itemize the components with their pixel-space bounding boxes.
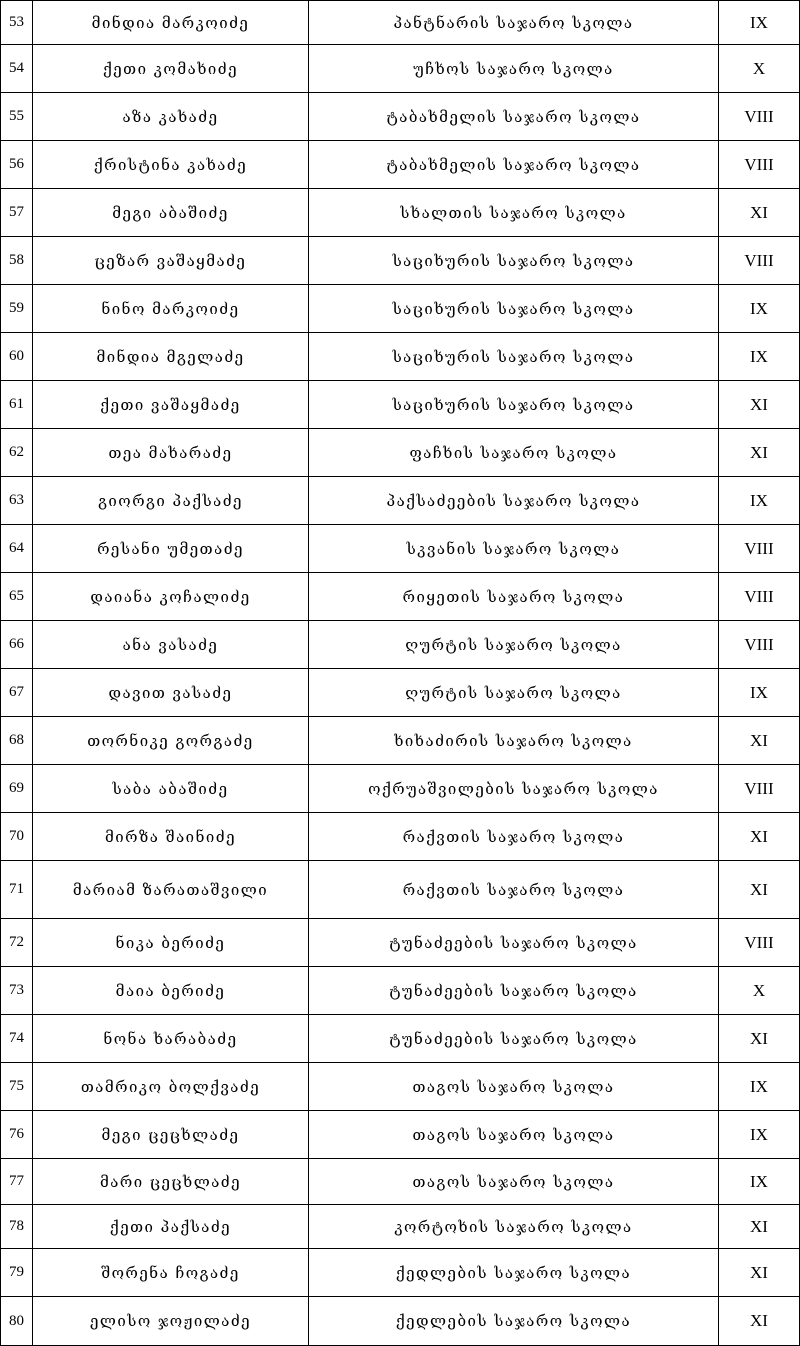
student-name-cell: მინდია მარკოიძე bbox=[33, 1, 309, 45]
school-name-cell: რაქვთის საჯარო სკოლა bbox=[309, 861, 719, 919]
school-name-cell: თაგოს საჯარო სკოლა bbox=[309, 1063, 719, 1111]
table-row bbox=[1, 237, 800, 285]
school-name-cell: ტუნაძეების საჯარო სკოლა bbox=[309, 967, 719, 1015]
table-row bbox=[1, 573, 800, 621]
student-name-cell: ელისო ჯოჟილაძე bbox=[33, 1297, 309, 1346]
grade-cell: XI bbox=[719, 1249, 800, 1297]
table-row bbox=[1, 1111, 800, 1159]
school-name-cell: საციხურის საჯარო სკოლა bbox=[309, 285, 719, 333]
school-name-cell: რაქვთის საჯარო სკოლა bbox=[309, 813, 719, 861]
student-name-cell: აზა კახაძე bbox=[33, 93, 309, 141]
table-row bbox=[1, 429, 800, 477]
row-number-cell: 76 bbox=[1, 1111, 33, 1159]
student-name-cell: ნინო მარკოიძე bbox=[33, 285, 309, 333]
table-row bbox=[1, 93, 800, 141]
student-name-cell: თეა მახარაძე bbox=[33, 429, 309, 477]
student-name-cell: მეგი აბაშიძე bbox=[33, 189, 309, 237]
grade-cell: X bbox=[719, 45, 800, 93]
school-name-cell: ხიხაძირის საჯარო სკოლა bbox=[309, 717, 719, 765]
school-name-cell: ტუნაძეების საჯარო სკოლა bbox=[309, 919, 719, 967]
school-name-cell: პანტნარის საჯარო სკოლა bbox=[309, 1, 719, 45]
school-name-cell: ფაჩხის საჯარო სკოლა bbox=[309, 429, 719, 477]
school-name-cell: ქედლების საჯარო სკოლა bbox=[309, 1249, 719, 1297]
table-row bbox=[1, 381, 800, 429]
table-row bbox=[1, 1015, 800, 1063]
student-name-cell: მაია ბერიძე bbox=[33, 967, 309, 1015]
school-name-cell: საციხურის საჯარო სკოლა bbox=[309, 237, 719, 285]
student-name-cell: ქრისტინა კახაძე bbox=[33, 141, 309, 189]
student-name-cell: გიორგი პაქსაძე bbox=[33, 477, 309, 525]
grade-cell: VIII bbox=[719, 237, 800, 285]
row-number-cell: 53 bbox=[1, 1, 33, 45]
grade-cell: XI bbox=[719, 1015, 800, 1063]
school-name-cell: თაგოს საჯარო სკოლა bbox=[309, 1111, 719, 1159]
school-name-cell: უჩხოს საჯარო სკოლა bbox=[309, 45, 719, 93]
school-name-cell: ღურტის საჯარო სკოლა bbox=[309, 669, 719, 717]
table-row bbox=[1, 717, 800, 765]
student-name-cell: თორნიკე გორგაძე bbox=[33, 717, 309, 765]
grade-cell: IX bbox=[719, 1063, 800, 1111]
student-name-cell: დაიანა კოჩალიძე bbox=[33, 573, 309, 621]
table-row bbox=[1, 1249, 800, 1297]
student-name-cell: მინდია მგელაძე bbox=[33, 333, 309, 381]
student-name-cell: საბა აბაშიძე bbox=[33, 765, 309, 813]
grade-cell: IX bbox=[719, 477, 800, 525]
grade-cell: XI bbox=[719, 717, 800, 765]
school-name-cell: სკვანის საჯარო სკოლა bbox=[309, 525, 719, 573]
table-row bbox=[1, 861, 800, 919]
school-name-cell: რიყეთის საჯარო სკოლა bbox=[309, 573, 719, 621]
school-name-cell: საციხურის საჯარო სკოლა bbox=[309, 333, 719, 381]
grade-cell: VIII bbox=[719, 573, 800, 621]
row-number-cell: 71 bbox=[1, 861, 33, 919]
row-number-cell: 70 bbox=[1, 813, 33, 861]
row-number-cell: 63 bbox=[1, 477, 33, 525]
row-number-cell: 61 bbox=[1, 381, 33, 429]
table-row bbox=[1, 333, 800, 381]
row-number-cell: 56 bbox=[1, 141, 33, 189]
student-name-cell: მარი ცეცხლაძე bbox=[33, 1159, 309, 1205]
student-name-cell: მირზა შაინიძე bbox=[33, 813, 309, 861]
student-name-cell: ანა ვასაძე bbox=[33, 621, 309, 669]
grade-cell: IX bbox=[719, 333, 800, 381]
student-name-cell: ქეთი ვაშაყმაძე bbox=[33, 381, 309, 429]
student-name-cell: ნიკა ბერიძე bbox=[33, 919, 309, 967]
row-number-cell: 75 bbox=[1, 1063, 33, 1111]
grade-cell: XI bbox=[719, 381, 800, 429]
student-name-cell: ნონა ხარაბაძე bbox=[33, 1015, 309, 1063]
row-number-cell: 80 bbox=[1, 1297, 33, 1346]
row-number-cell: 64 bbox=[1, 525, 33, 573]
row-number-cell: 66 bbox=[1, 621, 33, 669]
school-name-cell: ტაბახმელის საჯარო სკოლა bbox=[309, 141, 719, 189]
table-row bbox=[1, 1205, 800, 1249]
row-number-cell: 72 bbox=[1, 919, 33, 967]
row-number-cell: 77 bbox=[1, 1159, 33, 1205]
table-row bbox=[1, 765, 800, 813]
grade-cell: VIII bbox=[719, 525, 800, 573]
student-name-cell: მეგი ცეცხლაძე bbox=[33, 1111, 309, 1159]
table-row bbox=[1, 669, 800, 717]
student-name-cell: დავით ვასაძე bbox=[33, 669, 309, 717]
grade-cell: VIII bbox=[719, 93, 800, 141]
table-row bbox=[1, 967, 800, 1015]
student-name-cell: ქეთი კომახიძე bbox=[33, 45, 309, 93]
row-number-cell: 65 bbox=[1, 573, 33, 621]
grade-cell: IX bbox=[719, 1, 800, 45]
row-number-cell: 73 bbox=[1, 967, 33, 1015]
school-name-cell: თაგოს საჯარო სკოლა bbox=[309, 1159, 719, 1205]
grade-cell: XI bbox=[719, 1205, 800, 1249]
grade-cell: VIII bbox=[719, 141, 800, 189]
table-row bbox=[1, 1063, 800, 1111]
table-row bbox=[1, 813, 800, 861]
row-number-cell: 78 bbox=[1, 1205, 33, 1249]
student-table-body bbox=[1, 1, 800, 1346]
row-number-cell: 67 bbox=[1, 669, 33, 717]
school-name-cell: პაქსაძეების საჯარო სკოლა bbox=[309, 477, 719, 525]
grade-cell: IX bbox=[719, 1111, 800, 1159]
grade-cell: XI bbox=[719, 429, 800, 477]
table-row bbox=[1, 621, 800, 669]
school-name-cell: საციხურის საჯარო სკოლა bbox=[309, 381, 719, 429]
school-name-cell: კორტოხის საჯარო სკოლა bbox=[309, 1205, 719, 1249]
grade-cell: XI bbox=[719, 189, 800, 237]
grade-cell: VIII bbox=[719, 765, 800, 813]
table-row bbox=[1, 285, 800, 333]
table-row bbox=[1, 525, 800, 573]
row-number-cell: 57 bbox=[1, 189, 33, 237]
row-number-cell: 79 bbox=[1, 1249, 33, 1297]
grade-cell: IX bbox=[719, 1159, 800, 1205]
school-name-cell: ტაბახმელის საჯარო სკოლა bbox=[309, 93, 719, 141]
student-name-cell: ქეთი პაქსაძე bbox=[33, 1205, 309, 1249]
table-row bbox=[1, 141, 800, 189]
row-number-cell: 69 bbox=[1, 765, 33, 813]
grade-cell: X bbox=[719, 967, 800, 1015]
school-name-cell: ოქრუაშვილების საჯარო სკოლა bbox=[309, 765, 719, 813]
table-row bbox=[1, 189, 800, 237]
row-number-cell: 62 bbox=[1, 429, 33, 477]
table-row bbox=[1, 477, 800, 525]
student-name-cell: თამრიკო ბოლქვაძე bbox=[33, 1063, 309, 1111]
grade-cell: XI bbox=[719, 1297, 800, 1346]
student-name-cell: ცეზარ ვაშაყმაძე bbox=[33, 237, 309, 285]
school-name-cell: სხალთის საჯარო სკოლა bbox=[309, 189, 719, 237]
grade-cell: XI bbox=[719, 813, 800, 861]
row-number-cell: 60 bbox=[1, 333, 33, 381]
student-name-cell: რესანი უმეთაძე bbox=[33, 525, 309, 573]
table-row bbox=[1, 1159, 800, 1205]
grade-cell: VIII bbox=[719, 621, 800, 669]
row-number-cell: 58 bbox=[1, 237, 33, 285]
school-name-cell: ღურტის საჯარო სკოლა bbox=[309, 621, 719, 669]
table-row bbox=[1, 1, 800, 45]
student-name-cell: მარიამ ზარათაშვილი bbox=[33, 861, 309, 919]
row-number-cell: 68 bbox=[1, 717, 33, 765]
school-name-cell: ქედლების საჯარო სკოლა bbox=[309, 1297, 719, 1346]
student-name-cell: შორენა ჩოგაძე bbox=[33, 1249, 309, 1297]
table-row bbox=[1, 1297, 800, 1346]
row-number-cell: 59 bbox=[1, 285, 33, 333]
table-row bbox=[1, 45, 800, 93]
row-number-cell: 74 bbox=[1, 1015, 33, 1063]
row-number-cell: 55 bbox=[1, 93, 33, 141]
school-name-cell: ტუნაძეების საჯარო სკოლა bbox=[309, 1015, 719, 1063]
grade-cell: VIII bbox=[719, 919, 800, 967]
grade-cell: IX bbox=[719, 669, 800, 717]
table-row bbox=[1, 919, 800, 967]
grade-cell: IX bbox=[719, 285, 800, 333]
row-number-cell: 54 bbox=[1, 45, 33, 93]
grade-cell: XI bbox=[719, 861, 800, 919]
